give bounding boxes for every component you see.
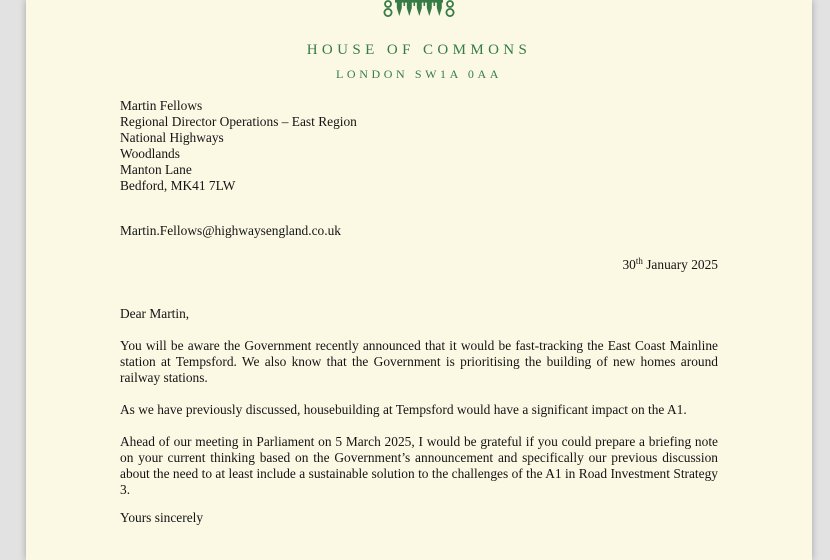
portcullis-icon — [383, 0, 455, 18]
recipient-address-line-1: Woodlands — [120, 146, 180, 161]
recipient-name: Martin Fellows — [120, 98, 203, 113]
letterhead-location: LONDON SW1A 0AA — [336, 67, 502, 81]
recipient-title: Regional Director Operations – East Region — [120, 114, 357, 129]
body-paragraph-2: As we have previously discussed, housebuilding at Tempsford would have a significant impact on the A1. — [120, 402, 687, 417]
letterhead-title: HOUSE OF COMMONS — [306, 42, 532, 58]
letterhead — [120, 0, 718, 81]
recipient-organisation: National Highways — [120, 130, 224, 145]
body-paragraph-1: You will be aware the Government recently announced that it would be fast-tracking the East Coast Mainline station at Tempsford. We also know that the Government is prioritising the building of new homes around railway stations. — [120, 338, 718, 385]
date-month-year: January 2025 — [642, 257, 718, 272]
letter-page — [26, 0, 812, 560]
recipient-address-block — [120, 98, 718, 194]
recipient-address-line-2: Manton Lane — [120, 162, 192, 177]
closing-valediction: Yours sincerely — [120, 510, 204, 525]
salutation: Dear Martin, — [120, 306, 190, 321]
date-ordinal: th — [635, 256, 643, 266]
body-paragraph-3: Ahead of our meeting in Parliament on 5 March 2025, I would be grateful if you could prepare a briefing note on your current thinking based on the Government’s announcement and specifically our previous discussion about the need to at least include a sustainable solution to the challenges of the A1 in Road Investment Strategy 3. — [120, 434, 718, 497]
letter-date — [120, 257, 718, 273]
recipient-address-line-3: Bedford, MK41 7LW — [120, 178, 236, 193]
date-day: 30 — [622, 257, 636, 272]
recipient-email: Martin.Fellows@highwaysengland.co.uk — [120, 223, 341, 238]
